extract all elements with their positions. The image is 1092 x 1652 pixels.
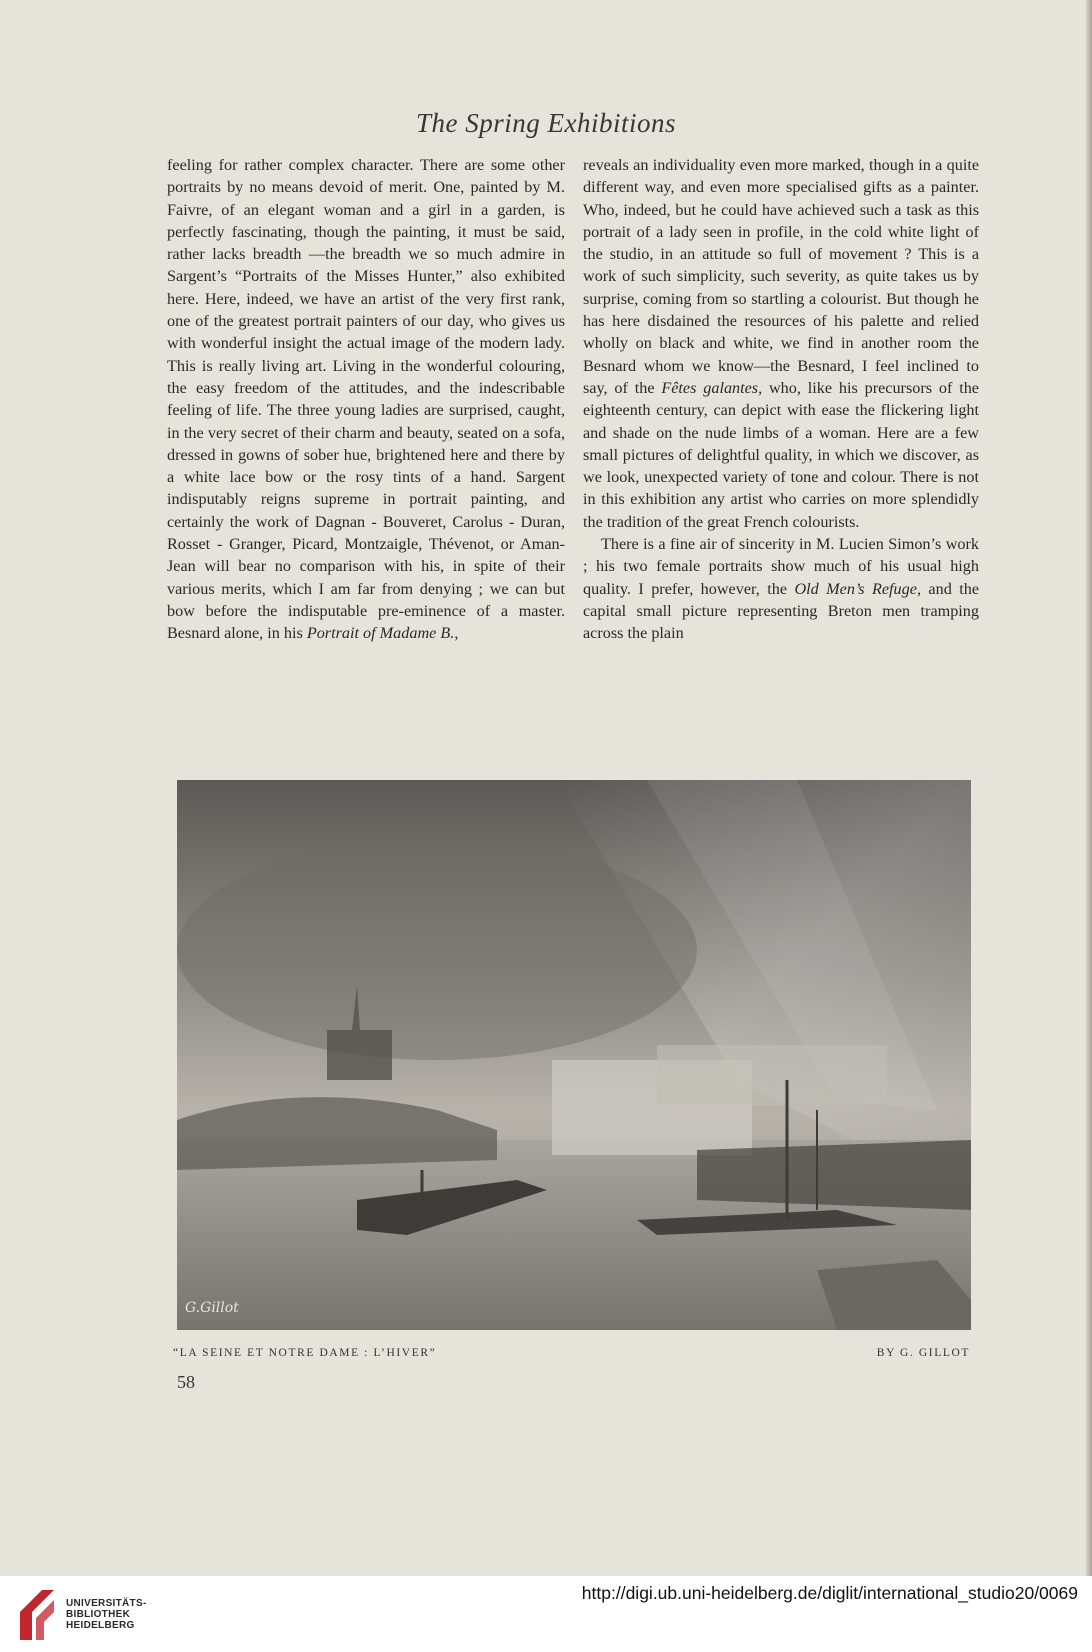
painting-signature-text: G.Gillot: [185, 1300, 239, 1316]
plate-caption-title: “LA SEINE ET NOTRE DAME : L’HIVER”: [173, 1347, 437, 1359]
plate-caption-artist: BY G. GILLOT: [876, 1347, 970, 1359]
logo-line-3: HEIDELBERG: [66, 1620, 135, 1631]
right-text-column: [583, 154, 979, 645]
painting-plate: [177, 780, 971, 1330]
painting-image: [177, 780, 971, 1330]
running-head: The Spring Exhibitions: [416, 108, 676, 138]
painting-signature: [185, 1300, 239, 1316]
page-edge-shadow: [1086, 0, 1092, 1576]
left-paragraph-text: feeling for rather complex character. There are some other portraits by no means devoid of merit. One, painted by M. Faivre, of an elegant woman and a girl in a garden, is perfectly fascinating, though the painting, it must be said, rather lacks breadth —the breadth we so much admire in Sargent’s “Portraits of the Misses Hunter,” also exhibited here. Here, indeed, we have an artist of the very first rank, one of the greatest portrait painters of our day, who gives us with wonderful insight the actual image of the modern lady. This is really living art. Living in the wonderful colouring, the easy freedom of the attitudes, and the indescribable feeling of life. The three young ladies are surprised, caught, in the very secret of their charm and beauty, seated on a sofa, dressed in gowns of sober hue, brightened here and there by a white lace bow or the rosy tints of a hand. Sargent indisputably reigns supreme in portrait painting, and certainly the work of Dagnan - Bouveret, Carolus - Duran, Rosset - Granger, Picard, Montzaigle, Thévenot, or Aman-Jean will bear no comparison with his, in spite of their various merits, which I am far from denying ; we can but bow before the indisputable pre-eminence of a master. Besnard alone, in his: [167, 156, 565, 643]
library-logo-icon: [12, 1582, 62, 1644]
left-paragraph: [167, 154, 565, 645]
right-p2-text-b: , and the capital small picture representing Breton men tramping across the plain: [583, 579, 980, 643]
right-p2-text-a: There is a fine air of sincerity in M. Lucien Simon’s work ; his two female portraits show much of his usual high quality. I prefer, however, the: [583, 535, 979, 598]
left-trailing-punct: ,: [454, 624, 459, 643]
right-p1-italic-title: Fêtes galantes: [661, 378, 759, 397]
source-url-link[interactable]: http://digi.ub.uni-heidelberg.de/diglit/international_studio20/0069: [581, 1583, 1078, 1603]
page-number: 58: [177, 1372, 195, 1392]
logo-line-1: UNIVERSITÄTS-: [66, 1598, 147, 1609]
left-text-column: [167, 154, 565, 645]
left-italic-title: Portrait of Madame B.: [306, 624, 455, 643]
right-p1-text-a: reveals an individuality even more marked, though in a quite different way, and even more specialised gifts as a painter. Who, indeed, but he could have achieved such a task as this portrait of a lady seen in profile, in the cold white light of the studio, in an attitude so full of movement ? This is a work of such simplicity, such severity, as quite takes us by surprise, coming from so startling a colourist. But though he has here disdained the resources of his palette and relied wholly on black and white, we find in another room the Besnard whom we know—the Besnard, I feel inclined to say, of the: [583, 156, 979, 397]
logo-line-2: BIBLIOTHEK: [66, 1609, 131, 1620]
right-paragraph-2: [583, 533, 979, 644]
right-p2-italic-title: Old Men’s Refuge: [794, 579, 917, 598]
right-p1-text-b: , who, like his precursors of the eighteenth century, can depict with ease the flickering light and shade on the nude limbs of a woman. Here are a few small pictures of delightful quality, in which we discover, as we look, unexpected variety of tone and colour. There is not in this exhibition any artist who carries on more splendidly the tradition of the great French colourists.: [583, 378, 979, 531]
right-paragraph-1: [583, 154, 979, 533]
library-logo-text: [66, 1598, 147, 1631]
